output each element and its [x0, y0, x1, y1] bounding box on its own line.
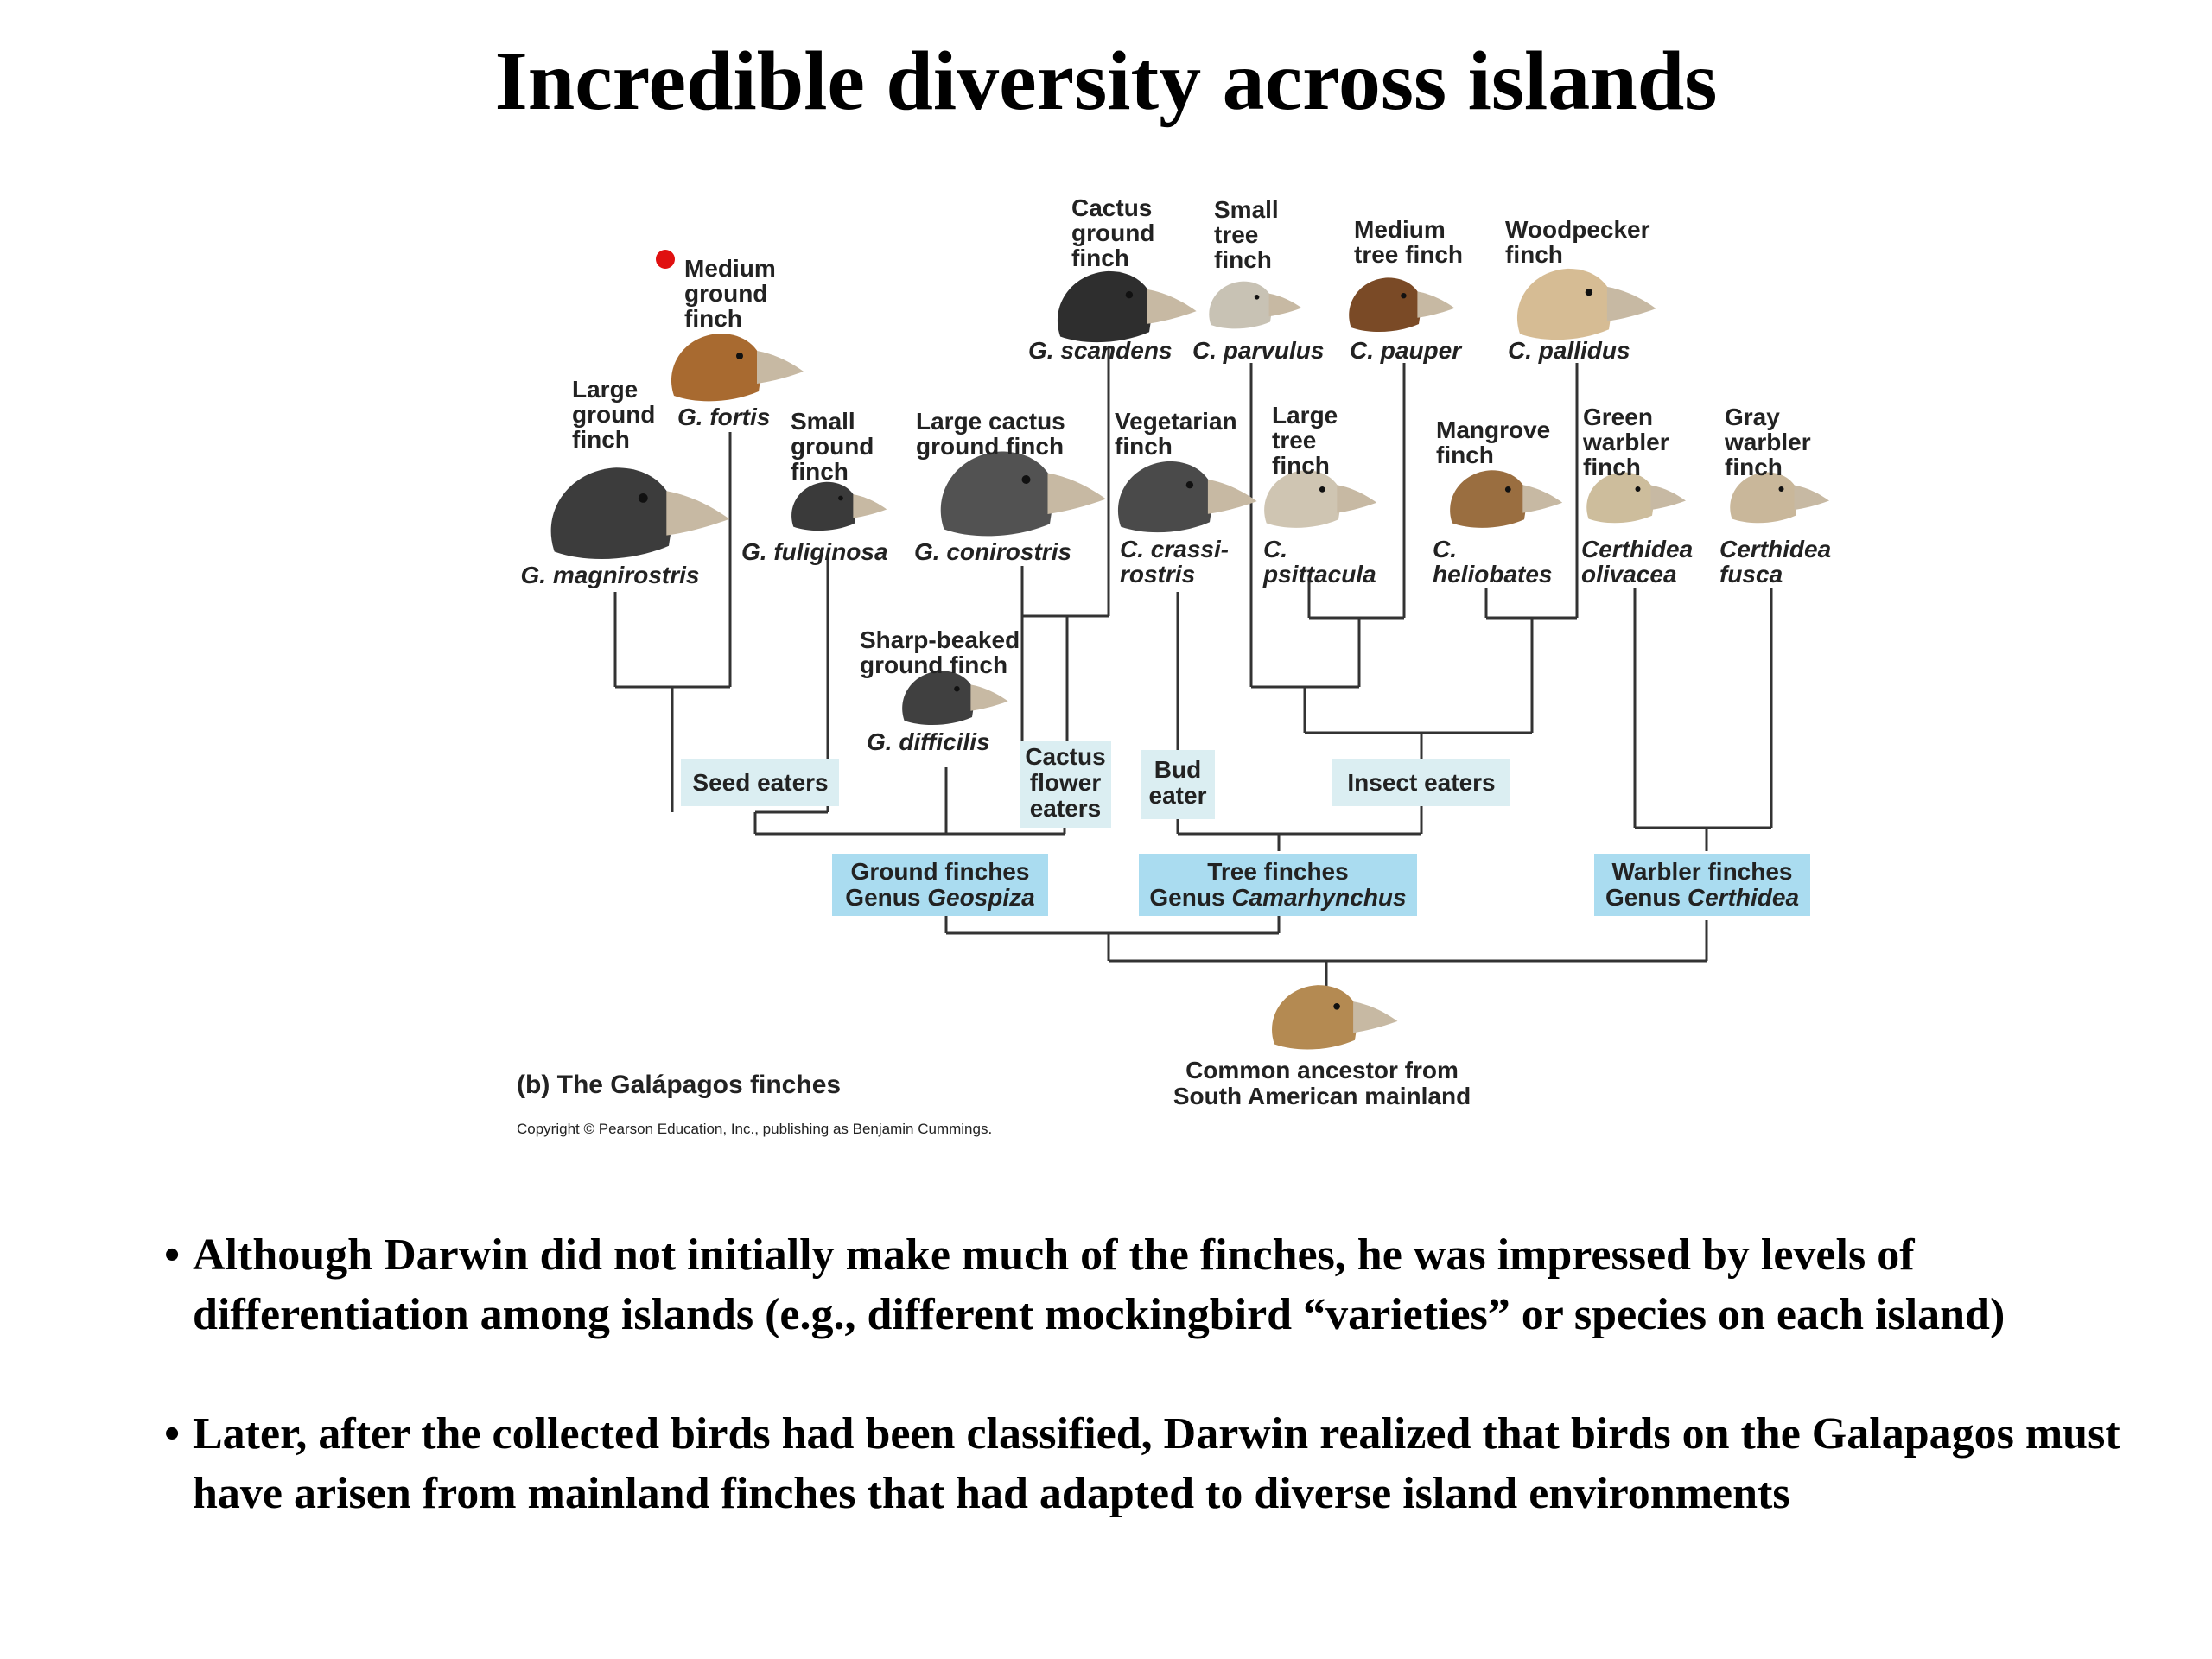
pallidus-scientific-name: C. pallidus: [1508, 337, 1630, 364]
fortis-common-name: finch: [684, 305, 742, 332]
pauper-common-name: Medium: [1354, 216, 1446, 243]
olivacea-scientific-name: Certhidea: [1581, 536, 1694, 563]
scandens-common-name: finch: [1071, 245, 1129, 271]
fuliginosa-scientific-name: G. fuliginosa: [741, 538, 888, 565]
fuliginosa-common-name: ground: [791, 433, 874, 460]
heliobates-scientific-name: C.: [1433, 536, 1457, 563]
conirostris-common-name: Large cactus: [916, 408, 1065, 435]
crassirostris-scientific-name: C. crassi-: [1120, 536, 1230, 563]
scandens-scientific-name: G. scandens: [1028, 337, 1173, 364]
pauper-common-name: tree finch: [1354, 241, 1464, 268]
bullet-marker: •: [164, 1409, 181, 1459]
psittacula-finch-icon: [1264, 470, 1376, 528]
cactus-flower-eaters-line-2: flower: [1029, 769, 1102, 796]
bud-eater-box: [1141, 750, 1215, 819]
pallidus-common-name: finch: [1505, 241, 1563, 268]
psittacula-common-name: tree: [1272, 427, 1317, 454]
scandens-finch-icon: [1058, 271, 1197, 342]
parvulus-scientific-name: C. parvulus: [1192, 337, 1325, 364]
ancestor-finch-icon: [1272, 985, 1397, 1049]
parvulus-finch-icon: [1209, 282, 1301, 329]
magnirostris-scientific-name: G. magnirostris: [520, 562, 700, 588]
fortis-common-name: Medium: [684, 255, 776, 282]
scandens-common-name: Cactus: [1071, 194, 1153, 221]
parvulus-common-name: tree: [1214, 221, 1259, 248]
conirostris-scientific-name: G. conirostris: [914, 538, 1072, 565]
bullet-item-1: [164, 1225, 2152, 1344]
fusca-scientific-name: fusca: [1719, 561, 1783, 588]
difficilis-scientific-name: G. difficilis: [867, 728, 990, 755]
ground-genus-label: Genus Geospiza: [845, 884, 1035, 911]
common-ancestor: [1173, 985, 1471, 1109]
ground-finches-genus-box: [832, 854, 1048, 916]
magnirostris-common-name: Large: [572, 376, 639, 403]
fusca-common-name: finch: [1725, 454, 1783, 480]
psittacula-scientific-name: C.: [1263, 536, 1287, 563]
magnirostris-common-name: finch: [572, 426, 630, 453]
parvulus-common-name: finch: [1214, 246, 1272, 273]
difficilis-common-name: Sharp-beaked: [860, 626, 1020, 653]
slide-title: Incredible diversity across islands: [494, 35, 1718, 128]
heliobates-common-name: finch: [1436, 442, 1494, 468]
heliobates-finch-icon: [1450, 470, 1562, 528]
pallidus-common-name: Woodpecker: [1505, 216, 1650, 243]
warbler-finches-label: Warbler finches: [1611, 858, 1793, 885]
psittacula-scientific-name: psittacula: [1263, 561, 1376, 588]
ancestor-label-line-2: South American mainland: [1173, 1083, 1471, 1109]
crassirostris-common-name: Vegetarian: [1115, 408, 1237, 435]
olivacea-common-name: Green: [1583, 404, 1653, 430]
parvulus-common-name: Small: [1214, 196, 1279, 223]
highlight-dot-icon: [656, 250, 675, 269]
cactus-flower-eaters-line-3: eaters: [1029, 795, 1102, 822]
magnirostris-finch-icon: [551, 467, 730, 559]
fuliginosa-common-name: finch: [791, 458, 849, 485]
bullet-marker: •: [164, 1230, 181, 1280]
olivacea-scientific-name: olivacea: [1581, 561, 1677, 588]
conirostris-common-name: ground finch: [916, 433, 1065, 460]
difficilis-common-name: ground finch: [860, 652, 1008, 678]
tree-genus-label: Genus Camarhynchus: [1149, 884, 1407, 911]
conirostris-finch-icon: [941, 452, 1106, 537]
tree-finches-label: Tree finches: [1207, 858, 1349, 885]
heliobates-common-name: Mangrove: [1436, 416, 1551, 443]
insect-eaters-box: [1332, 759, 1510, 806]
psittacula-common-name: Large: [1272, 402, 1338, 429]
olivacea-common-name: warbler: [1583, 429, 1669, 455]
bullet-item-2: [164, 1404, 2152, 1523]
finch-icons: [551, 269, 1832, 725]
ancestor-label-line-1: Common ancestor from: [1185, 1057, 1459, 1084]
fortis-common-name: ground: [684, 280, 768, 307]
cactus-flower-eaters-box: [1020, 741, 1111, 828]
cactus-flower-eaters-line-1: Cactus: [1025, 743, 1106, 770]
seed-eaters-label: Seed eaters: [692, 769, 829, 796]
psittacula-common-name: finch: [1272, 452, 1330, 479]
ancestor-bird-icon: [1272, 985, 1397, 1049]
difficilis-finch-icon: [902, 671, 1007, 725]
ground-finches-label: Ground finches: [850, 858, 1030, 885]
fortis-finch-icon: [671, 334, 804, 401]
tree-finches-genus-box: [1139, 854, 1417, 916]
pauper-finch-icon: [1349, 277, 1454, 332]
fusca-scientific-name: Certhidea: [1719, 536, 1832, 563]
crassirostris-finch-icon: [1118, 461, 1257, 532]
fuliginosa-common-name: Small: [791, 408, 855, 435]
insect-eaters-label: Insect eaters: [1347, 769, 1496, 796]
scandens-common-name: ground: [1071, 219, 1155, 246]
pauper-scientific-name: C. pauper: [1350, 337, 1462, 364]
heliobates-scientific-name: heliobates: [1433, 561, 1553, 588]
copyright-notice: Copyright © Pearson Education, Inc., publishing as Benjamin Cummings.: [517, 1121, 993, 1137]
magnirostris-common-name: ground: [572, 401, 656, 428]
crassirostris-scientific-name: rostris: [1120, 561, 1196, 588]
fusca-common-name: warbler: [1725, 429, 1811, 455]
bud-eater-line-1: Bud: [1154, 756, 1202, 783]
bud-eater-line-2: eater: [1148, 782, 1207, 809]
seed-eaters-box: [681, 759, 839, 806]
bullet-text: Later, after the collected birds had been classified, Darwin realized that birds on the Galapagos must have arisen from mainland finches that had adapted to diverse island environments: [193, 1409, 2120, 1518]
bullet-list: [164, 1225, 2152, 1523]
warbler-genus-label: Genus Certhidea: [1605, 884, 1800, 911]
bullet-text: Although Darwin did not initially make much of the finches, he was impressed by levels of differentiation among islands (e.g., different mockingbird “varieties” or species on each island): [193, 1230, 2005, 1339]
crassirostris-common-name: finch: [1115, 433, 1173, 460]
fusca-common-name: Gray: [1725, 404, 1780, 430]
olivacea-common-name: finch: [1583, 454, 1641, 480]
fortis-scientific-name: G. fortis: [677, 404, 771, 430]
pallidus-finch-icon: [1517, 269, 1656, 340]
fuliginosa-finch-icon: [791, 482, 887, 531]
diagram-caption: (b) The Galápagos finches: [517, 1071, 842, 1099]
warbler-finches-genus-box: [1594, 854, 1810, 916]
